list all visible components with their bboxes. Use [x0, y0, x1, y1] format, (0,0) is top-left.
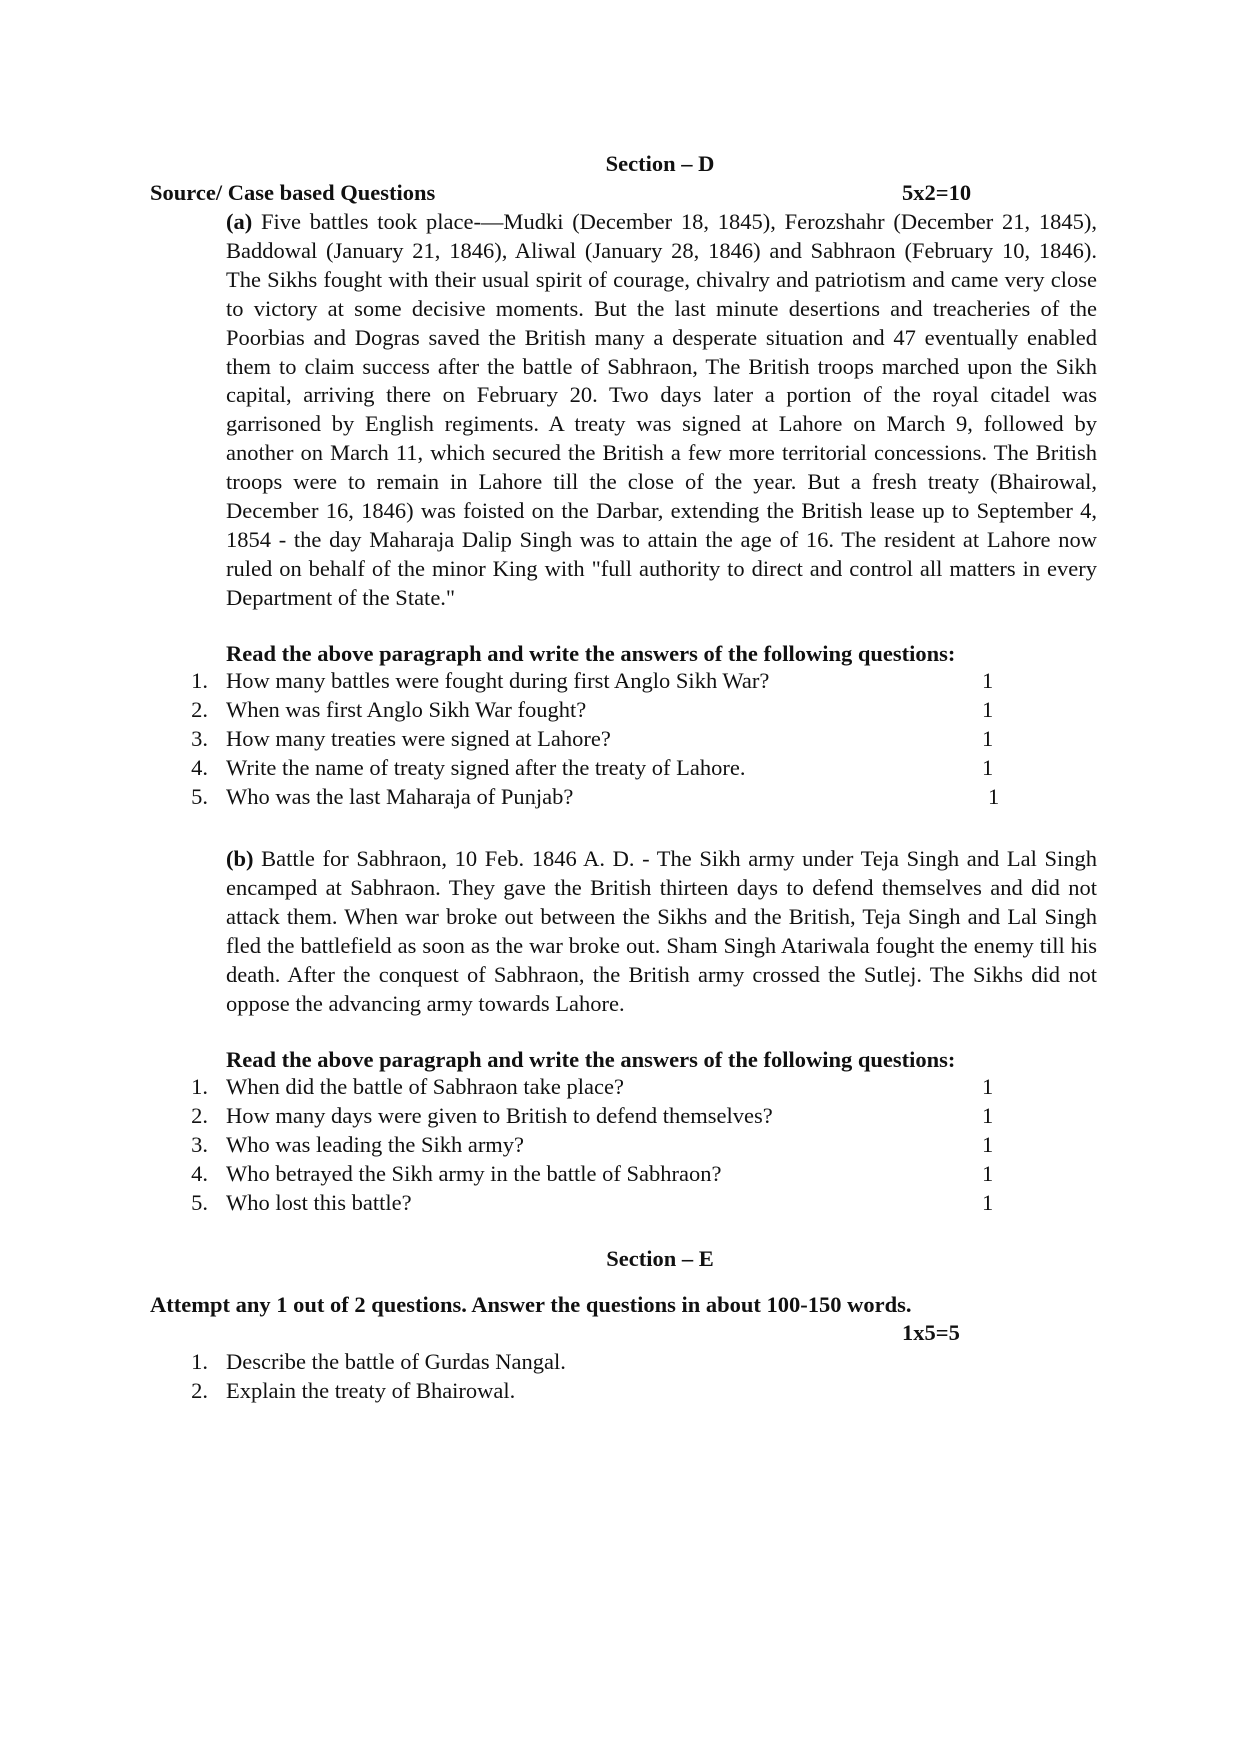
section-d-heading: Source/ Case based Questions: [150, 180, 436, 205]
question-mark: 1: [988, 783, 1000, 809]
list-item: [180, 1102, 1010, 1131]
question-text: Who was the last Maharaja of Punjab?: [226, 783, 574, 809]
question-mark: 1: [982, 1102, 994, 1128]
passage-b-text: Battle for Sabhraon, 10 Feb. 1846 A. D. - The Sikh army under Teja Singh and Lal Singh encamped at Sabhraon. They gave the British thirteen days to defend themselves and did not attack them. When war broke out between the Sikhs and the British, Teja Singh and Lal Singh fled the battlefield as soon as the war broke out. Sham Singh Atariwala fought the enemy till his death. After the conquest of Sabhraon, the British army crossed the Sutlej. The Sikhs did not oppose the advancing army towards Lahore.: [226, 846, 1097, 1016]
section-e-marks: 1x5=5: [902, 1320, 960, 1345]
question-number: 4.: [191, 754, 208, 780]
question-number: 2.: [191, 1102, 208, 1128]
question-mark: 1: [982, 696, 994, 722]
question-text: Explain the treaty of Bhairowal.: [226, 1377, 516, 1403]
section-d-title: Section – D: [605, 151, 715, 176]
questions-a-list: [180, 667, 1010, 811]
list-item: [180, 1189, 1010, 1218]
question-number: 4.: [191, 1160, 208, 1186]
question-text: When was first Anglo Sikh War fought?: [226, 696, 587, 722]
instruction-b: Read the above paragraph and write the answers of the following questions:: [226, 1047, 956, 1072]
question-number: 1.: [191, 668, 208, 693]
passage-a-label: (a): [226, 209, 253, 234]
question-mark: 1: [982, 754, 994, 780]
question-text: Who betrayed the Sikh army in the battle of Sabhraon?: [226, 1160, 722, 1186]
passage-a-text: Five battles took place-—Mudki (December 18, 1845), Ferozshahr (December 21, 1845), Baddowal (January 21, 1846), Aliwal (January 28, 1846) and Sabhraon (February 10, 1846). The Sikhs fought with their usual spirit of courage, chivalry and patriotism and came very close to victory at some decisive moments. But the last minute desertions and treacheries of the Poorbias and Dogras saved the British many a desperate situation and 47 eventually enabled them to claim success after the battle of Sabhraon, The British troops marched upon the Sikh capital, arriving there on February 20. Two days later a portion of the royal citadel was garrisoned by English regiments. A treaty was signed at Lahore on March 9, followed by another on March 11, which secured the British a few more territorial concessions. The British troops were to remain in Lahore till the close of the year. But a fresh treaty (Bhairowal, December 16, 1846) was foisted on the Darbar, extending the British lease up to September 4, 1854 - the day Maharaja Dalip Singh was to attain the age of 16. The resident at Lahore now ruled on behalf of the minor King with "full authority to direct and control all matters in every Department of the State.": [226, 209, 1097, 610]
list-item: [180, 696, 1010, 725]
question-number: 2.: [191, 696, 208, 722]
question-mark: 1: [982, 1074, 994, 1099]
list-item: [180, 783, 1010, 812]
question-text: When did the battle of Sabhraon take place?: [226, 1074, 624, 1099]
question-text: Who lost this battle?: [226, 1189, 412, 1215]
question-number: 5.: [191, 1189, 208, 1215]
questions-b-list: [180, 1073, 1010, 1217]
passage-a: [226, 208, 1097, 613]
list-item: [180, 1131, 1010, 1160]
question-number: 1.: [191, 1349, 208, 1374]
question-number: 3.: [191, 1131, 208, 1157]
question-text: Write the name of treaty signed after the treaty of Lahore.: [226, 754, 746, 780]
list-item: [180, 667, 1010, 696]
passage-b-label: (b): [226, 846, 254, 871]
question-mark: 1: [982, 1189, 994, 1215]
list-item: [180, 1160, 1010, 1189]
instruction-a: Read the above paragraph and write the answers of the following questions:: [226, 641, 956, 666]
passage-b: [226, 845, 1097, 1018]
section-d-marks: 5x2=10: [902, 180, 972, 205]
question-mark: 1: [982, 668, 994, 693]
questions-e-list: [180, 1348, 1010, 1406]
section-e-instruction: Attempt any 1 out of 2 questions. Answer the questions in about 100-150 words.: [150, 1292, 912, 1317]
list-item: [180, 1073, 1010, 1102]
question-text: Describe the battle of Gurdas Nangal.: [226, 1349, 566, 1374]
question-number: 3.: [191, 725, 208, 751]
question-mark: 1: [982, 1131, 994, 1157]
question-text: How many days were given to British to defend themselves?: [226, 1102, 773, 1128]
question-text: Who was leading the Sikh army?: [226, 1131, 525, 1157]
question-number: 2.: [191, 1377, 208, 1403]
question-mark: 1: [982, 1160, 994, 1186]
question-number: 1.: [191, 1074, 208, 1099]
list-item: [180, 725, 1010, 754]
question-mark: 1: [982, 725, 994, 751]
question-text: How many battles were fought during first Anglo Sikh War?: [226, 668, 770, 693]
list-item: [180, 754, 1010, 783]
question-text: How many treaties were signed at Lahore?: [226, 725, 611, 751]
question-number: 5.: [191, 783, 208, 809]
section-e-title: Section – E: [606, 1246, 714, 1271]
list-item: [180, 1377, 1010, 1406]
list-item: [180, 1348, 1010, 1377]
